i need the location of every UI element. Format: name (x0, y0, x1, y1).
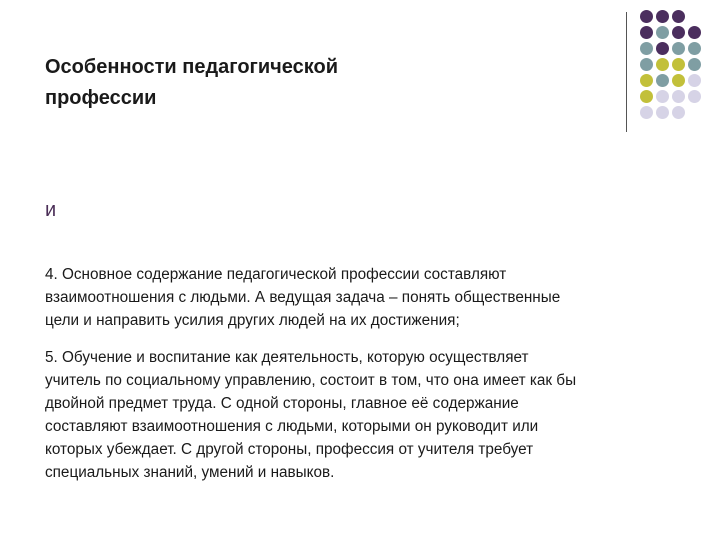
slide-body (45, 263, 685, 498)
decorative-dot (640, 10, 653, 23)
vertical-divider (626, 12, 627, 132)
decorative-dot (656, 106, 669, 119)
decorative-dot (656, 26, 669, 39)
decorative-dot (688, 26, 701, 39)
decorative-dot (672, 106, 685, 119)
slide-title: Особенности педагогической профессии (45, 56, 339, 109)
decorative-dot (656, 10, 669, 23)
decorative-dot (640, 58, 653, 71)
decorative-dot (672, 74, 685, 87)
decorative-dot (656, 58, 669, 71)
decorative-dot (656, 42, 669, 55)
paragraph-4: 4. Основное содержание педагогической профессии составляют взаимоотношения с людьми. А ведущая задача – понять общественные цели и направить усилия других людей на их достижения; (45, 266, 561, 329)
decorative-dot (656, 74, 669, 87)
decorative-dot (672, 10, 685, 23)
decorative-dot (672, 42, 685, 55)
decorative-dot (640, 106, 653, 119)
paragraph-5: 5. Обучение и воспитание как деятельность, которую осуществляет учитель по социальному управлению, состоит в том, что она имеет как бы двойной предмет труда. С одной стороны, главное её содержание составляют взаимоотношения с людьми, которыми он руководит или которых убеждает. С другой стороны, профессия от учителя требует специальных знаний, умений и навыков. (45, 349, 577, 481)
decorative-dot (672, 26, 685, 39)
decorative-dot (640, 90, 653, 103)
decorative-dot (672, 90, 685, 103)
decorative-dot (688, 42, 701, 55)
decorative-dot (640, 42, 653, 55)
decorative-dot (640, 26, 653, 39)
decorative-dot (640, 74, 653, 87)
decorative-dot (672, 58, 685, 71)
decorative-dot (688, 74, 701, 87)
decorative-dot (688, 90, 701, 103)
bullet-letter: и (45, 199, 57, 221)
decorative-dot (656, 90, 669, 103)
decorative-dot (688, 58, 701, 71)
decorative-dot-grid (636, 8, 720, 120)
